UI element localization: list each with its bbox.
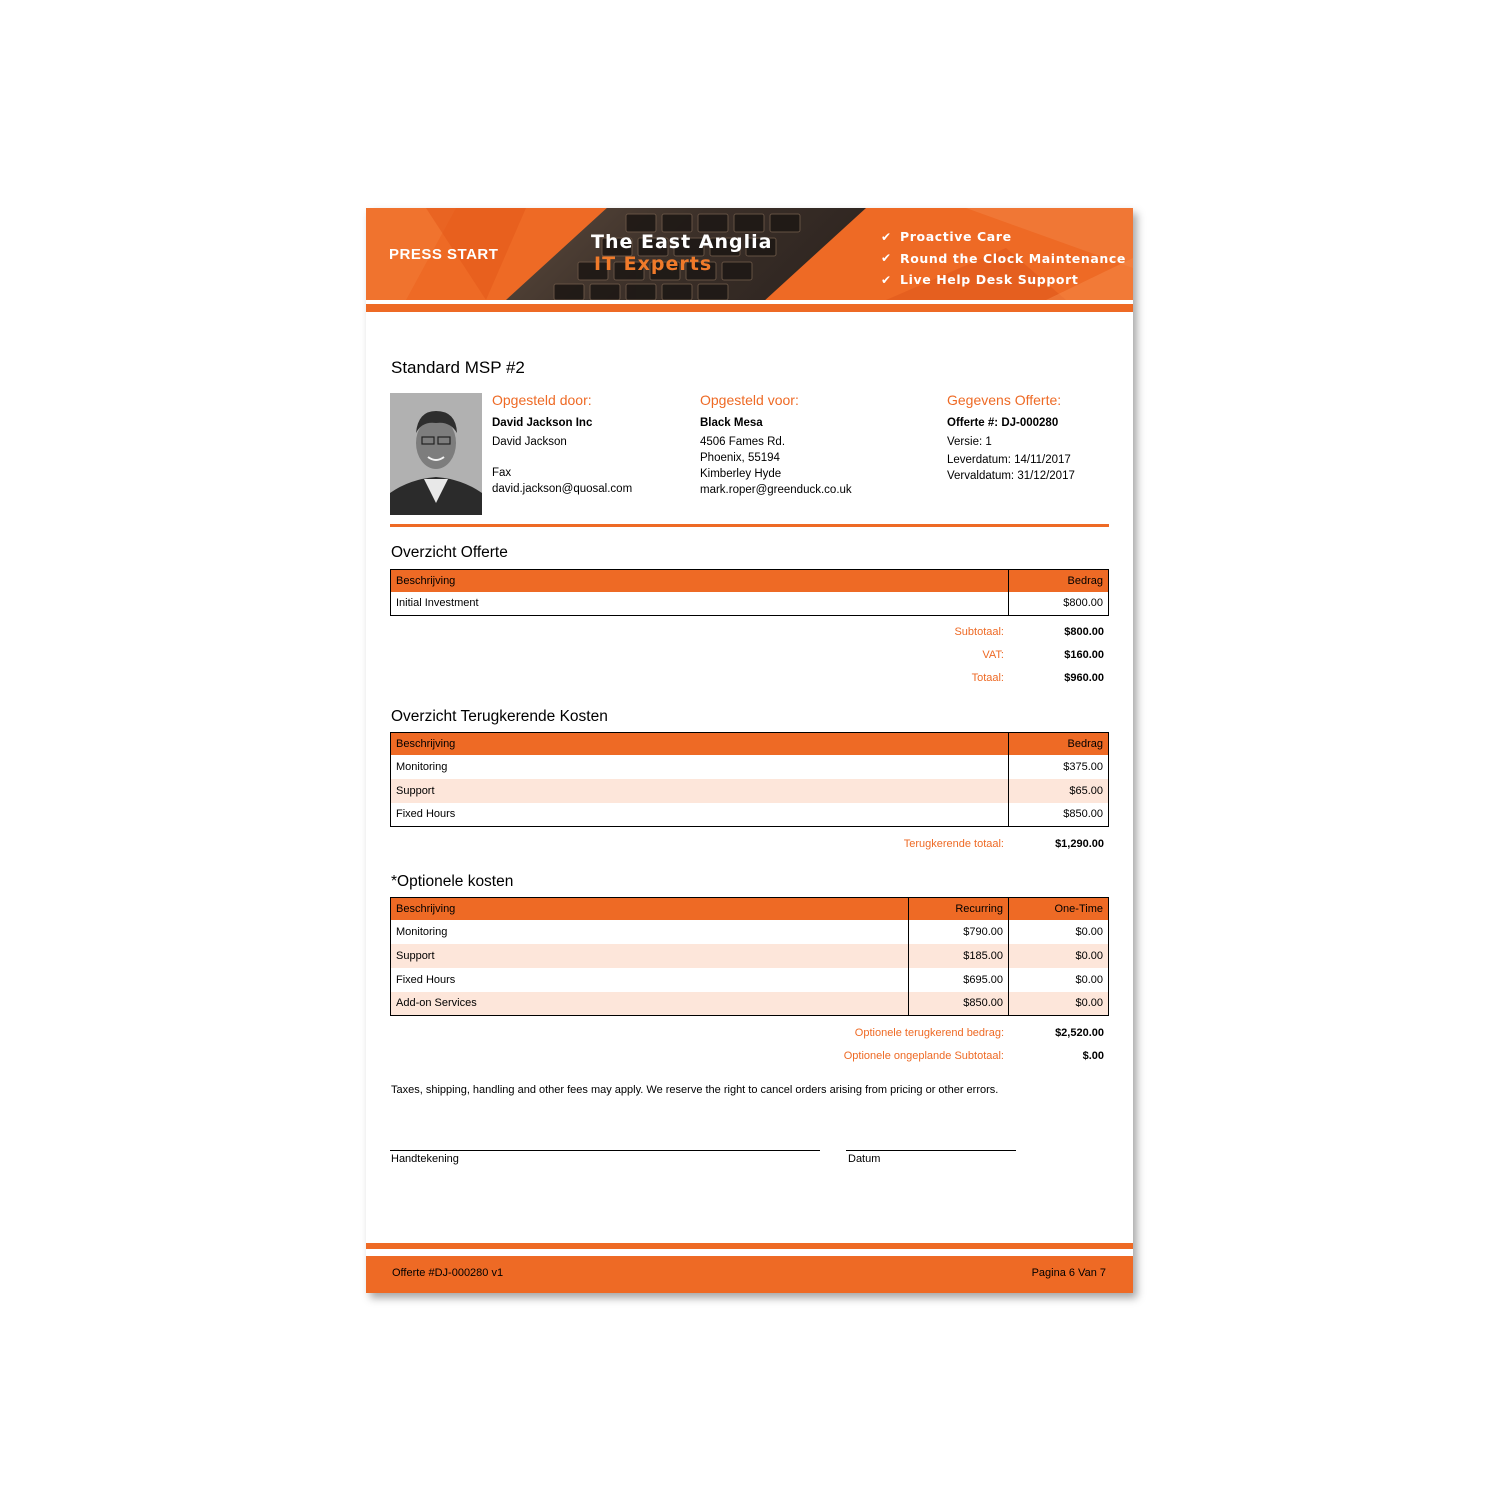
recurring-total-label: Terugkerende totaal: <box>903 837 1004 850</box>
vat-value: $160.00 <box>1064 648 1104 661</box>
total-row <box>746 666 1104 689</box>
row-description: Monitoring <box>391 920 909 944</box>
quote-expiry-date: Vervaldatum: 31/12/2017 <box>947 470 1075 482</box>
prepared-by-email: david.jackson@quosal.com <box>492 483 633 495</box>
table-header-row <box>391 570 1109 592</box>
optional-subtotal-label: Optionele ongeplande Subtotaal: <box>843 1049 1004 1062</box>
col-description: Beschrijving <box>391 570 1009 592</box>
table-row <box>391 592 1109 616</box>
footer-bar <box>366 1256 1133 1293</box>
signature-line[interactable] <box>390 1150 820 1151</box>
prepared-for-contact: Kimberley Hyde <box>700 468 782 480</box>
optional-subtotal-row <box>746 1044 1104 1067</box>
row-one-time: $0.00 <box>1009 920 1109 944</box>
feature-item <box>881 269 1126 291</box>
feature-label: Round the Clock Maintenance <box>900 250 1126 266</box>
quote-details <box>947 391 1075 484</box>
header-stripe <box>366 304 1133 312</box>
row-amount: $65.00 <box>1009 779 1109 803</box>
feature-item <box>881 248 1126 270</box>
row-description: Support <box>391 944 909 968</box>
quote-version: Versie: 1 <box>947 436 992 448</box>
row-one-time: $0.00 <box>1009 992 1109 1016</box>
row-description: Fixed Hours <box>391 803 1009 827</box>
feature-label: Live Help Desk Support <box>900 272 1079 288</box>
table-row <box>391 755 1109 779</box>
prepared-for-city: Phoenix, 55194 <box>700 452 780 464</box>
subtotal-value: $800.00 <box>1064 625 1104 638</box>
recurring-table <box>390 732 1109 827</box>
check-icon: ✔ <box>881 251 892 266</box>
subtotal-label: Subtotaal: <box>954 625 1004 638</box>
prepared-for-address: 4506 Fames Rd. <box>700 436 786 448</box>
row-recurring: $695.00 <box>909 968 1009 992</box>
prepared-for-email: mark.roper@greenduck.co.uk <box>700 484 852 496</box>
row-description: Monitoring <box>391 755 1009 779</box>
prepared-by-fax: Fax <box>492 467 512 479</box>
quote-number: Offerte #: DJ-000280 <box>947 417 1059 429</box>
overview-totals <box>746 620 1104 689</box>
signature-label: Handtekening <box>391 1153 459 1165</box>
prepared-by-heading: Opgesteld door: <box>492 392 592 408</box>
footer-stripe <box>366 1243 1133 1249</box>
check-icon: ✔ <box>881 229 892 244</box>
col-one-time: One-Time <box>1009 898 1109 920</box>
row-amount: $375.00 <box>1009 755 1109 779</box>
document-title: Standard MSP #2 <box>391 358 525 377</box>
row-description: Add-on Services <box>391 992 909 1016</box>
quote-details-heading: Gegevens Offerte: <box>947 392 1062 408</box>
prepared-for-company: Black Mesa <box>700 417 763 429</box>
feature-item <box>881 226 1126 248</box>
row-recurring: $850.00 <box>909 992 1009 1016</box>
row-one-time: $0.00 <box>1009 968 1109 992</box>
table-row <box>391 779 1109 803</box>
total-label: Totaal: <box>971 671 1004 684</box>
recurring-title: Overzicht Terugkerende Kosten <box>391 708 608 725</box>
overview-title: Overzicht Offerte <box>391 544 508 561</box>
optional-title: *Optionele kosten <box>391 873 514 890</box>
row-description: Initial Investment <box>391 592 1009 616</box>
total-value: $960.00 <box>1064 671 1104 684</box>
vat-label: VAT: <box>982 648 1004 661</box>
table-row <box>391 944 1109 968</box>
press-start-logo: PRESS START <box>389 246 499 263</box>
vat-row <box>746 643 1104 666</box>
prepared-by-name: David Jackson <box>492 436 567 448</box>
feature-label: Proactive Care <box>900 229 1012 245</box>
date-label: Datum <box>848 1153 881 1165</box>
recurring-total-row <box>746 832 1104 855</box>
row-amount: $800.00 <box>1009 592 1109 616</box>
header-banner <box>366 208 1133 300</box>
table-row <box>391 992 1109 1016</box>
col-description: Beschrijving <box>391 733 1009 755</box>
row-description: Fixed Hours <box>391 968 909 992</box>
table-row <box>391 803 1109 827</box>
banner-title-line1: The East Anglia <box>591 231 773 253</box>
optional-recurring-row <box>746 1021 1104 1044</box>
optional-table <box>390 897 1109 1016</box>
overview-table <box>390 569 1109 616</box>
prepared-for <box>700 391 852 498</box>
banner-title-line2: IT Experts <box>594 253 713 275</box>
subtotal-row <box>746 620 1104 643</box>
row-description: Support <box>391 779 1009 803</box>
check-icon: ✔ <box>881 272 892 287</box>
date-line[interactable] <box>846 1150 1016 1151</box>
optional-totals <box>746 1021 1104 1067</box>
section-divider <box>390 524 1109 527</box>
row-recurring: $185.00 <box>909 944 1009 968</box>
terms-note: Taxes, shipping, handling and other fees may apply. We reserve the right to cancel orders arising from pricing or other errors. <box>391 1084 999 1096</box>
table-row <box>391 968 1109 992</box>
optional-subtotal-value: $.00 <box>1082 1049 1104 1062</box>
prepared-by <box>492 391 632 497</box>
col-description: Beschrijving <box>391 898 909 920</box>
optional-recurring-value: $2,520.00 <box>1055 1026 1104 1039</box>
table-row <box>391 920 1109 944</box>
prepared-by-company: David Jackson Inc <box>492 417 593 429</box>
quote-page <box>366 208 1133 1293</box>
row-amount: $850.00 <box>1009 803 1109 827</box>
quote-delivery-date: Leverdatum: 14/11/2017 <box>947 454 1071 466</box>
row-recurring: $790.00 <box>909 920 1009 944</box>
row-one-time: $0.00 <box>1009 944 1109 968</box>
table-header-row <box>391 898 1109 920</box>
footer-quote-ref: Offerte #DJ-000280 v1 <box>392 1267 504 1279</box>
feature-list <box>881 226 1126 291</box>
recurring-totals <box>746 832 1104 855</box>
recurring-total-value: $1,290.00 <box>1055 837 1104 850</box>
col-amount: Bedrag <box>1009 570 1109 592</box>
footer-page-number: Pagina 6 Van 7 <box>1031 1267 1106 1279</box>
prepared-for-heading: Opgesteld voor: <box>700 392 799 408</box>
col-amount: Bedrag <box>1009 733 1109 755</box>
col-recurring: Recurring <box>909 898 1009 920</box>
author-photo <box>390 393 482 515</box>
optional-recurring-label: Optionele terugkerend bedrag: <box>854 1026 1004 1039</box>
table-header-row <box>391 733 1109 755</box>
